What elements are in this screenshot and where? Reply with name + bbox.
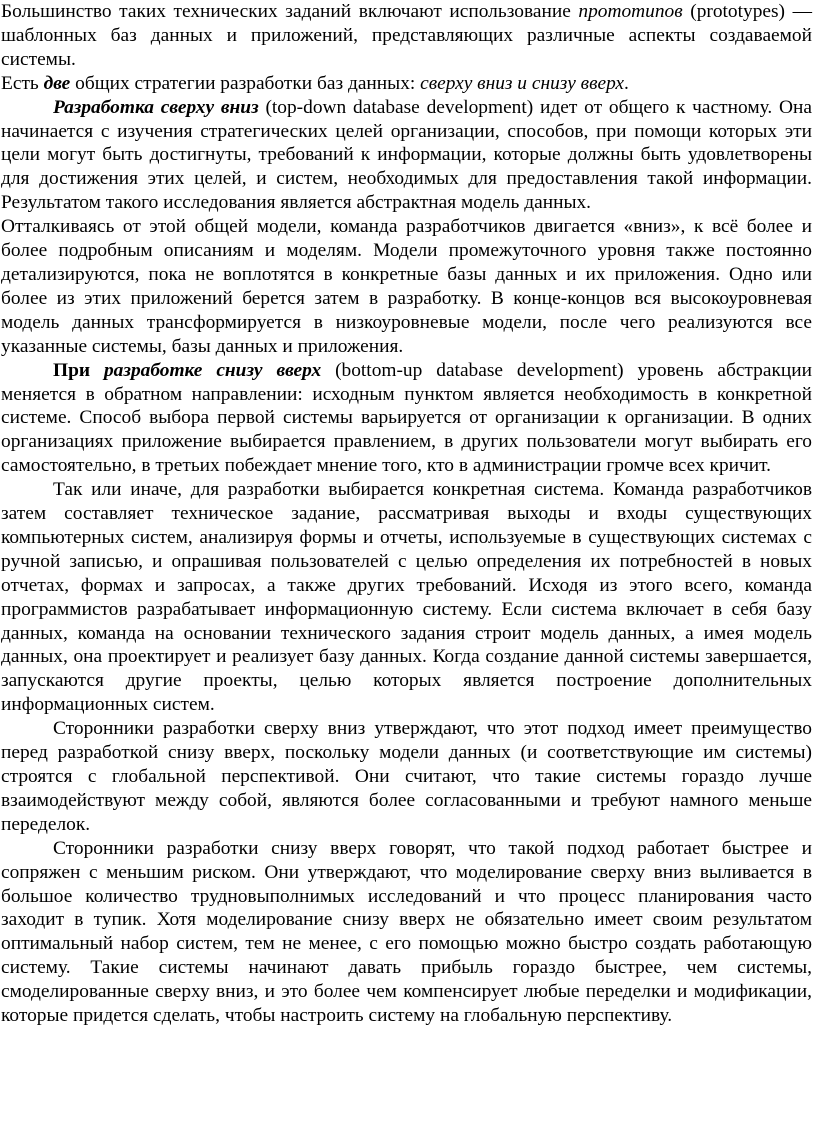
bold-italic-term-two: две (43, 72, 71, 94)
text: Отталкиваясь от этой общей модели, команда разработчиков двигается «вниз», к всё более и более подробным описаниям и моделям. Модели промежуточного уровня также постоянно детализируются, пока не воплотятся в конкретные базы данных и их приложения. Одно или более из этих приложений берется затем в разработку. В конце-концов вся высокоуровневая модель данных трансформируется в низкоуровневые модели, после чего реализуются все указанные системы, базы данных и приложения. (1, 216, 812, 357)
paragraph-top-down (1, 96, 812, 216)
text: (bottom-up database development) уровень абстракции меняется в обратном направлении: исходным пунктом является необходимость в конкретной системе. Способ выбора первой системы варьируется от организации к организации. В одних организациях приложение выбирается правлением, в других пользователи могут выбирать его самостоятельно, в третьих побеждает мнение того, кто в администрации громче всех кричит. (1, 359, 812, 477)
text: . (624, 72, 629, 94)
paragraph-bottom-up (1, 359, 812, 479)
bold-italic-term-top-down: Разработка сверху вниз (53, 96, 259, 118)
text: (top-down database development) идет от общего к частному. Она начинается с изучения стратегических целей организации, способов, при помощи которых эти цели могут быть достигнуты, требований к информации, которые должны быть удовлетворены для достижения этих целей, и систем, необходимых для предоставления такой информации. Результатом такого исследования является абстрактная модель данных. (1, 96, 812, 214)
italic-term-prototypes: прототипов (578, 1, 683, 22)
paragraph-moving-down (1, 215, 812, 358)
italic-term-strategies: сверху вниз и снизу вверх (420, 72, 625, 94)
text: Большинство таких технических заданий включают использование (1, 1, 579, 22)
paragraph-bottom-up-supporters (1, 837, 812, 1028)
paragraph-two-strategies (1, 72, 812, 96)
bold-italic-term-bottom-up: разработке снизу вверх (103, 359, 322, 381)
paragraph-prototypes (1, 0, 812, 72)
text: (prototypes) — шаблонных баз данных и приложений, представляющих различные аспекты создаваемой системы. (1, 1, 812, 70)
text: Есть (1, 72, 44, 94)
paragraph-top-down-supporters (1, 717, 812, 837)
paragraph-system-selected (1, 478, 812, 717)
text: Сторонники разработки сверху вниз утверждают, что этот подход имеет преимущество перед разработкой снизу вверх, поскольку модели данных (и соответствующие им системы) строятся с глобальной перспективой. Они считают, что такие системы гораздо лучше взаимодействуют между собой, являются более согласованными и требуют намного меньше переделок. (1, 718, 812, 835)
text: Сторонники разработки снизу вверх говорят, что такой подход работает быстрее и сопряжен с меньшим риском. Они утверждают, что моделирование сверху вниз выливается в большое количество трудновыполнимых исследований и что процесс планирования часто заходит в тупик. Хотя моделирование снизу вверх не обязательно имеет своим результатом оптимальный набор систем, тем не менее, с его помощью можно быстро создать работающую систему. Такие системы начинают давать прибыль гораздо быстрее, чем системы, смоделированные сверху вниз, и это более чем компенсирует любые переделки и модификации, которые придется сделать, чтобы настроить систему на глобальную перспективу. (1, 837, 812, 1027)
text: Так или иначе, для разработки выбирается конкретная система. Команда разработчиков затем составляет техническое задание, рассматривая выходы и входы существующих компьютерных систем, анализируя формы и отчеты, используемые в существующих системах с ручной записью, и опрашивая пользователей с целью определения их потребностей в новых отчетах, формах и запросах, а также других требований. Исходя из этого всего, команда программистов разрабатывает информационную систему. Если система включает в себя базу данных, команда на основании технического задания строит модель данных, а имея модель данных, она проектирует и реализует базу данных. Когда создание данной системы завершается, запускаются другие проекты, целью которых является построение дополнительных информационных систем. (1, 479, 812, 716)
text: общих стратегии разработки баз данных: (70, 72, 421, 94)
bold-text-pri: При (53, 359, 104, 381)
